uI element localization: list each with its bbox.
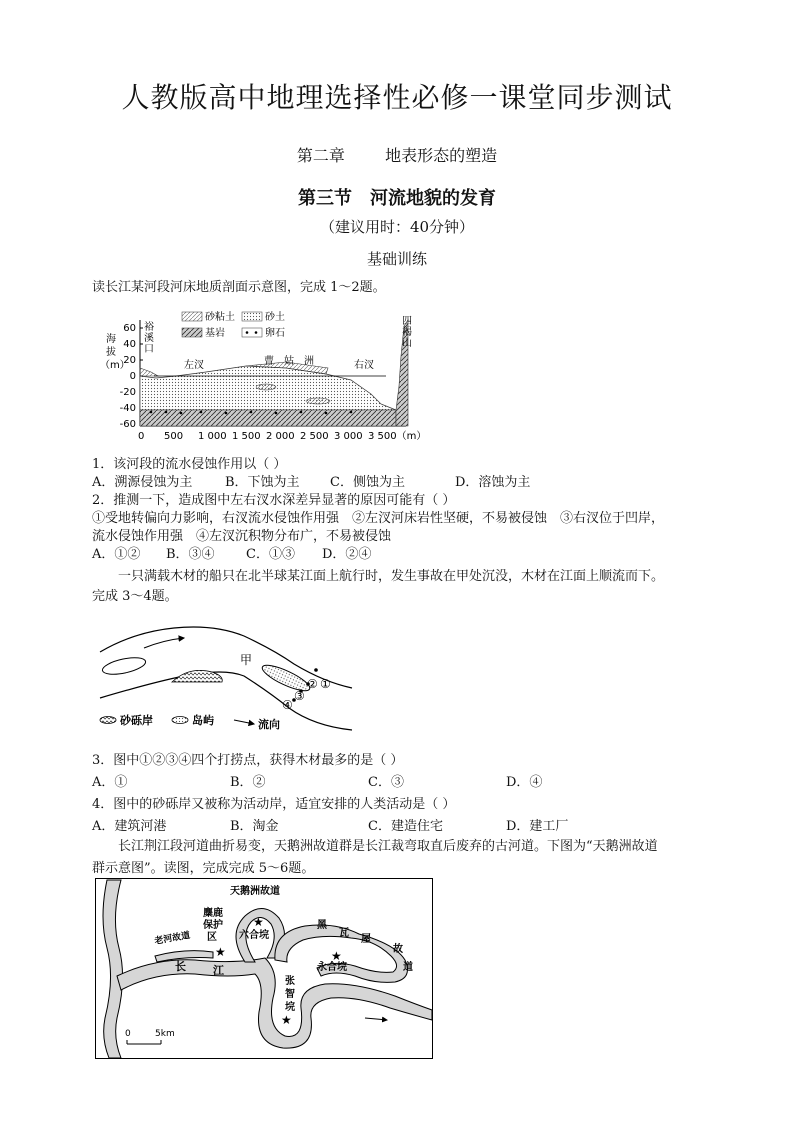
- riverbed-profile-figure: [96, 306, 441, 446]
- q3-option-b: B．②: [230, 775, 266, 790]
- chapter-heading: [0, 143, 794, 166]
- q4-option-b: B．淘金: [230, 819, 279, 834]
- x-tick-label: 1 500: [232, 431, 261, 442]
- x-tick-label: 3 500（m）: [368, 431, 427, 442]
- star-icon: ★: [331, 949, 342, 963]
- heiwa-2: 瓦: [339, 928, 349, 939]
- point-4: ④: [282, 698, 293, 712]
- star-icon: ★: [215, 945, 226, 959]
- x-tick-label: 500: [164, 431, 184, 442]
- q2-stem: 2．推测一下，造成图中左右汊水深差异显著的原因可能有（ ）: [92, 493, 456, 508]
- star-icon: ★: [253, 915, 264, 929]
- scale-5km: 5km: [155, 1029, 175, 1039]
- laohe-label: 老河故道: [153, 930, 191, 947]
- q3-option-c: C．③: [368, 775, 404, 790]
- q1-option-c: C．侧蚀为主: [330, 475, 405, 490]
- chapter-name: 地表形态的塑造: [385, 146, 498, 165]
- island-label: 曹 姑 洲: [264, 356, 314, 367]
- q1-option-d: D．溶蚀为主: [455, 475, 531, 490]
- time-hint: （建议用时：40分钟）: [319, 218, 475, 236]
- q3-option-a: A．①: [92, 775, 128, 790]
- y-tick-label: -20: [119, 387, 136, 398]
- heiwa-4: 故: [393, 944, 403, 955]
- heiwa-3: 屋: [361, 934, 371, 945]
- legend-gravel: 砂砾岸: [120, 714, 153, 727]
- legend-pebble: 卵石: [265, 328, 285, 339]
- q2-option-d: D．②④: [322, 547, 372, 562]
- right-channel-label: 右汊: [354, 360, 374, 371]
- tianezhou-label: 天鹅洲故道: [230, 886, 280, 897]
- y-tick-label: 40: [123, 339, 136, 350]
- heiwa-5: 道: [403, 962, 413, 973]
- q1-option-b: B．下蚀为主: [225, 475, 300, 490]
- level-heading: 基础训练: [366, 250, 427, 268]
- legend-flow: 流向: [258, 718, 280, 731]
- island-left: [101, 655, 147, 678]
- x-tick-label: 0: [138, 431, 145, 442]
- legend: [182, 310, 285, 339]
- legend-bedrock: 基岩: [205, 328, 225, 339]
- intro-q5-6-line1: 长江荆江段河道曲折易变，天鹅洲故道群是长江裁弯取直后废弃的古河道。下图为“天鹅洲故道: [118, 839, 658, 854]
- sandclay-lens-2: [306, 398, 330, 404]
- point-1: ①: [320, 677, 331, 691]
- scale-zero: 0: [125, 1029, 131, 1039]
- section-heading: 第三节 河流地貌的发育: [298, 188, 496, 209]
- left-channel-label: 左汊: [184, 360, 204, 371]
- legend-island: 岛屿: [192, 714, 214, 727]
- intro-q3-4-line1: 一只满载木材的船只在北半球某江面上航行时，发生事故在甲处沉没，木材在江面上顺流而下。: [118, 569, 665, 584]
- milu-label-1: 麋鹿: [203, 908, 223, 919]
- q1-stem: 1．该河段的流水侵蚀作用以（ ）: [92, 457, 287, 472]
- x-tick-label: 2 000: [266, 431, 295, 442]
- x-tick-label: 2 500: [300, 431, 329, 442]
- q4-option-c: C．建造住宅: [368, 819, 443, 834]
- yonghe-label: 永合垸: [317, 962, 347, 973]
- y-tick-label: -60: [119, 419, 136, 430]
- liuhe-label: 六合垸: [239, 930, 269, 941]
- milu-label-2: 保护: [203, 920, 223, 931]
- x-tick-label: 3 000: [334, 431, 363, 442]
- bedrock-layer: [140, 410, 396, 426]
- q4-option-d: D．建工厂: [506, 819, 569, 834]
- heiwa-1: 黑: [317, 920, 327, 931]
- legend-sandclay: 砂粘土: [205, 312, 235, 323]
- q4-option-a: A．建筑河港: [92, 819, 167, 834]
- legend-sand: 砂土: [265, 312, 285, 323]
- q2-option-b: B．③④: [166, 547, 215, 562]
- river-meander-figure: [94, 612, 354, 738]
- changjiang-2: 江: [213, 964, 224, 977]
- star-icon: ★: [281, 1013, 292, 1027]
- right-place-label: 四褐山: [402, 316, 412, 349]
- q1-option-a: A．溯源侵蚀为主: [92, 475, 193, 490]
- q3-stem: 3．图中①②③④四个打捞点，获得木材最多的是（ ）: [92, 753, 404, 768]
- point-3: ③: [294, 689, 305, 703]
- q2-statement-2: 流水侵蚀作用强 ④左汊沉积物分布广，不易被侵蚀: [92, 529, 392, 544]
- q2-option-c: C．①③: [246, 547, 295, 562]
- y-tick-label: 0: [129, 371, 136, 382]
- sandclay-left: [140, 368, 158, 376]
- x-tick-label: 1 000: [198, 431, 227, 442]
- sandclay-lens: [256, 384, 276, 390]
- y-tick-label: -40: [119, 403, 136, 414]
- zhangzhi-2: 智: [285, 989, 295, 1000]
- y-axis-label: 海拔（m）: [100, 334, 130, 371]
- changjiang-1: 长: [175, 960, 186, 973]
- intro-q3-4-line2: 完成 3～4题。: [92, 589, 178, 604]
- page-title: 人教版高中地理选择性必修一课堂同步测试: [121, 81, 673, 114]
- point-2: ②: [307, 677, 318, 691]
- left-place-label: 裕溪口: [144, 322, 154, 355]
- tianezhou-oxbow-map: [95, 878, 433, 1059]
- milu-label-3: 区: [207, 932, 217, 943]
- chapter-number: 第二章: [296, 146, 345, 165]
- intro-q5-6-line2: 群示意图”。读图，完成完成 5～6题。: [92, 861, 315, 876]
- q4-stem: 4．图中的砂砾岸又被称为活动岸，适宜安排的人类活动是（ ）: [92, 797, 456, 812]
- y-tick-label: 20: [123, 355, 136, 366]
- jia-label: 甲: [240, 653, 253, 667]
- intro-q1-2: 读长江某河段河床地质剖面示意图，完成 1～2题。: [92, 280, 386, 295]
- q3-option-d: D．④: [506, 775, 543, 790]
- zhangzhi-3: 垸: [285, 1002, 295, 1013]
- y-tick-label: 60: [123, 323, 136, 334]
- q2-statement-1: ①受地转偏向力影响，右汊流水侵蚀作用强 ②左汊河床岩性坚硬，不易被侵蚀 ③右汊位于凹岸，: [92, 511, 665, 526]
- zhangzhi-1: 张: [285, 976, 295, 987]
- q2-option-a: A．①②: [92, 547, 141, 562]
